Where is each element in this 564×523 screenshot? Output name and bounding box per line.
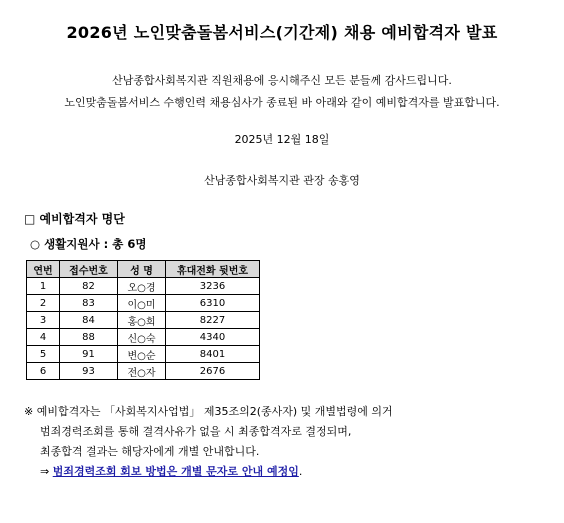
table-row [27, 295, 260, 312]
subsection-title: 생활지원사 : 총 6명 [44, 237, 147, 251]
note-period: . [298, 465, 303, 478]
page-title: 2026년 노인맞춤돌봄서비스(기간제) 채용 예비합격자 발표 [66, 23, 498, 42]
table-cell: 4340 [166, 329, 260, 346]
column-header: 성 명 [118, 261, 166, 278]
subsection-marker: ○ [30, 237, 41, 251]
table-cell: 3 [27, 312, 60, 329]
section-heading [24, 210, 125, 227]
arrow-icon: ⇒ [40, 465, 50, 478]
table-row [27, 312, 260, 329]
note-line-3: 최종합격 결과는 해당자에게 개별 안내합니다. [40, 445, 260, 458]
section-marker: □ [24, 212, 36, 226]
note-line-1 [24, 402, 393, 422]
intro-line-2: 노인맞춤돌봄서비스 수행인력 채용심사가 종료된 바 아래와 같이 예비합격자를 발표합니다. [64, 96, 500, 109]
table-cell: 홍○희 [118, 312, 166, 329]
signer: 산남종합사회복지관 관장 송홍영 [204, 174, 360, 187]
note-text: 예비합격자는 「사회복지사업법」 제35조의2(종사자) 및 개별법령에 의거 [36, 405, 393, 418]
table-cell: 3236 [166, 278, 260, 295]
table-cell: 8401 [166, 346, 260, 363]
table-cell: 91 [60, 346, 118, 363]
section-title: 예비합격자 명단 [39, 212, 125, 226]
table-cell: 변○순 [118, 346, 166, 363]
table-cell: 전○자 [118, 363, 166, 380]
candidate-table [26, 260, 260, 380]
table-row [27, 346, 260, 363]
table-cell: 8227 [166, 312, 260, 329]
table-header-row [27, 261, 260, 278]
table-cell: 4 [27, 329, 60, 346]
table-cell: 84 [60, 312, 118, 329]
column-header: 접수번호 [60, 261, 118, 278]
table-cell: 88 [60, 329, 118, 346]
table-cell: 1 [27, 278, 60, 295]
table-row [27, 278, 260, 295]
subsection-heading [30, 236, 146, 252]
table-cell: 이○미 [118, 295, 166, 312]
column-header: 휴대전화 뒷번호 [166, 261, 260, 278]
column-header: 연번 [27, 261, 60, 278]
table-cell: 오○경 [118, 278, 166, 295]
table-cell: 5 [27, 346, 60, 363]
note-line-2: 범죄경력조회를 통해 결격사유가 없을 시 최종합격자로 결정되며, [40, 425, 352, 438]
table-cell: 2 [27, 295, 60, 312]
notes [24, 402, 393, 482]
criminal-record-notice-link[interactable]: 범죄경력조회 회보 방법은 개별 문자로 안내 예정임 [52, 465, 299, 478]
intro-text [0, 70, 564, 114]
announcement-date: 2025년 12월 18일 [234, 133, 330, 146]
table-cell: 93 [60, 363, 118, 380]
table-cell: 신○숙 [118, 329, 166, 346]
table-cell: 82 [60, 278, 118, 295]
table-cell: 83 [60, 295, 118, 312]
table-cell: 6 [27, 363, 60, 380]
table-cell: 2676 [166, 363, 260, 380]
note-line-4 [24, 462, 393, 482]
table-cell: 6310 [166, 295, 260, 312]
intro-line-1: 산남종합사회복지관 직원채용에 응시해주신 모든 분들께 감사드립니다. [112, 74, 452, 87]
note-marker: ※ [24, 405, 34, 418]
table-row [27, 329, 260, 346]
table-row [27, 363, 260, 380]
